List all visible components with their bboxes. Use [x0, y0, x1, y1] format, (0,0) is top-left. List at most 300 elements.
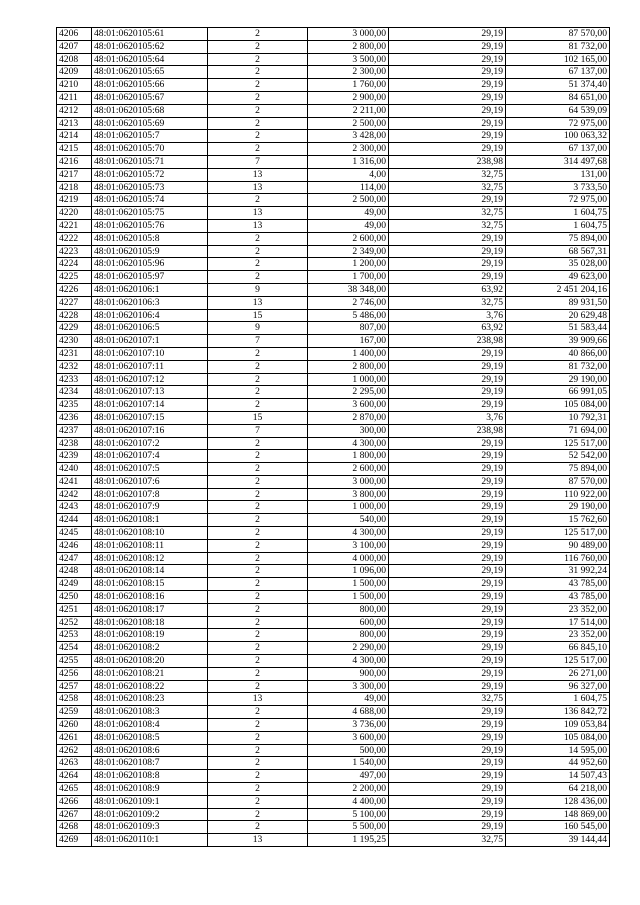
row-number-cell: 4244 [57, 514, 92, 527]
area-cell: 3 800,00 [308, 488, 389, 501]
value-cell: 102 165,00 [506, 53, 610, 66]
rate-cell: 29,19 [389, 578, 506, 591]
row-number-cell: 4250 [57, 591, 92, 604]
table-row [57, 603, 610, 616]
area-cell: 49,00 [308, 693, 389, 706]
rate-cell: 29,19 [389, 232, 506, 245]
cadastral-number-cell: 48:01:0620109:1 [92, 795, 208, 808]
rate-cell: 29,19 [389, 629, 506, 642]
cadastral-number-cell: 48:01:0620105:66 [92, 79, 208, 92]
cadastral-number-cell: 48:01:0620108:20 [92, 655, 208, 668]
rate-cell: 29,19 [389, 783, 506, 796]
category-cell: 13 [208, 207, 308, 220]
rate-cell: 29,19 [389, 591, 506, 604]
category-cell: 2 [208, 821, 308, 834]
category-cell: 2 [208, 232, 308, 245]
category-cell: 2 [208, 399, 308, 412]
category-cell: 2 [208, 475, 308, 488]
table-row [57, 258, 610, 271]
cadastral-number-cell: 48:01:0620108:2 [92, 642, 208, 655]
area-cell: 1 200,00 [308, 258, 389, 271]
area-cell: 900,00 [308, 667, 389, 680]
row-number-cell: 4258 [57, 693, 92, 706]
area-cell: 49,00 [308, 219, 389, 232]
cadastral-number-cell: 48:01:0620106:5 [92, 322, 208, 335]
category-cell: 2 [208, 591, 308, 604]
area-cell: 2 290,00 [308, 642, 389, 655]
value-cell: 71 694,00 [506, 424, 610, 437]
value-cell: 64 218,00 [506, 783, 610, 796]
category-cell: 2 [208, 91, 308, 104]
area-cell: 3 600,00 [308, 399, 389, 412]
cadastral-number-cell: 48:01:0620108:23 [92, 693, 208, 706]
cadastral-number-cell: 48:01:0620106:3 [92, 296, 208, 309]
rate-cell: 29,19 [389, 527, 506, 540]
cadastral-number-cell: 48:01:0620108:7 [92, 757, 208, 770]
category-cell: 2 [208, 527, 308, 540]
row-number-cell: 4253 [57, 629, 92, 642]
table-row [57, 168, 610, 181]
row-number-cell: 4252 [57, 616, 92, 629]
value-cell: 128 436,00 [506, 795, 610, 808]
rate-cell: 29,19 [389, 437, 506, 450]
area-cell: 4 300,00 [308, 527, 389, 540]
table-row [57, 386, 610, 399]
cadastral-number-cell: 48:01:0620108:22 [92, 680, 208, 693]
table-row [57, 181, 610, 194]
row-number-cell: 4259 [57, 706, 92, 719]
table-row [57, 424, 610, 437]
table-row [57, 757, 610, 770]
table-row [57, 578, 610, 591]
category-cell: 2 [208, 40, 308, 53]
row-number-cell: 4236 [57, 411, 92, 424]
rate-cell: 29,19 [389, 130, 506, 143]
cadastral-number-cell: 48:01:0620107:2 [92, 437, 208, 450]
row-number-cell: 4212 [57, 104, 92, 117]
area-cell: 1 400,00 [308, 347, 389, 360]
value-cell: 1 604,75 [506, 207, 610, 220]
row-number-cell: 4245 [57, 527, 92, 540]
cadastral-number-cell: 48:01:0620105:96 [92, 258, 208, 271]
rate-cell: 29,19 [389, 719, 506, 732]
area-cell: 3 100,00 [308, 539, 389, 552]
row-number-cell: 4213 [57, 117, 92, 130]
value-cell: 84 651,00 [506, 91, 610, 104]
cadastral-number-cell: 48:01:0620107:15 [92, 411, 208, 424]
category-cell: 2 [208, 28, 308, 41]
category-cell: 9 [208, 322, 308, 335]
cadastral-number-cell: 48:01:0620105:61 [92, 28, 208, 41]
category-cell: 2 [208, 488, 308, 501]
category-cell: 2 [208, 616, 308, 629]
rate-cell: 32,75 [389, 168, 506, 181]
category-cell: 15 [208, 309, 308, 322]
rate-cell: 63,92 [389, 283, 506, 296]
category-cell: 2 [208, 130, 308, 143]
table-row [57, 194, 610, 207]
rate-cell: 29,19 [389, 271, 506, 284]
category-cell: 7 [208, 424, 308, 437]
rate-cell: 29,19 [389, 450, 506, 463]
value-cell: 29 190,00 [506, 501, 610, 514]
value-cell: 109 053,84 [506, 719, 610, 732]
category-cell: 13 [208, 219, 308, 232]
row-number-cell: 4256 [57, 667, 92, 680]
category-cell: 2 [208, 719, 308, 732]
category-cell: 2 [208, 117, 308, 130]
row-number-cell: 4264 [57, 770, 92, 783]
rate-cell: 32,75 [389, 834, 506, 847]
row-number-cell: 4260 [57, 719, 92, 732]
table-row [57, 130, 610, 143]
category-cell: 2 [208, 578, 308, 591]
cadastral-number-cell: 48:01:0620110:1 [92, 834, 208, 847]
rate-cell: 29,19 [389, 117, 506, 130]
area-cell: 540,00 [308, 514, 389, 527]
rate-cell: 29,19 [389, 463, 506, 476]
cadastral-number-cell: 48:01:0620107:1 [92, 335, 208, 348]
value-cell: 23 352,00 [506, 603, 610, 616]
table-row [57, 143, 610, 156]
area-cell: 1 700,00 [308, 271, 389, 284]
row-number-cell: 4229 [57, 322, 92, 335]
row-number-cell: 4254 [57, 642, 92, 655]
table-row [57, 731, 610, 744]
category-cell: 2 [208, 680, 308, 693]
cadastral-number-cell: 48:01:0620107:4 [92, 450, 208, 463]
value-cell: 67 137,00 [506, 66, 610, 79]
cadastral-number-cell: 48:01:0620108:14 [92, 565, 208, 578]
rate-cell: 29,19 [389, 744, 506, 757]
cadastral-number-cell: 48:01:0620108:6 [92, 744, 208, 757]
area-cell: 3 736,00 [308, 719, 389, 732]
area-cell: 807,00 [308, 322, 389, 335]
rate-cell: 29,19 [389, 143, 506, 156]
rate-cell: 29,19 [389, 373, 506, 386]
rate-cell: 29,19 [389, 245, 506, 258]
table-row [57, 232, 610, 245]
area-cell: 2 211,00 [308, 104, 389, 117]
table-row [57, 552, 610, 565]
category-cell: 2 [208, 565, 308, 578]
value-cell: 40 866,00 [506, 347, 610, 360]
area-cell: 2 349,00 [308, 245, 389, 258]
cadastral-number-cell: 48:01:0620108:11 [92, 539, 208, 552]
value-cell: 67 137,00 [506, 143, 610, 156]
row-number-cell: 4208 [57, 53, 92, 66]
rate-cell: 29,19 [389, 399, 506, 412]
area-cell: 5 100,00 [308, 808, 389, 821]
row-number-cell: 4249 [57, 578, 92, 591]
row-number-cell: 4241 [57, 475, 92, 488]
area-cell: 1 500,00 [308, 578, 389, 591]
value-cell: 87 570,00 [506, 28, 610, 41]
area-cell: 1 195,25 [308, 834, 389, 847]
rate-cell: 29,19 [389, 539, 506, 552]
area-cell: 800,00 [308, 629, 389, 642]
area-cell: 1 316,00 [308, 155, 389, 168]
row-number-cell: 4234 [57, 386, 92, 399]
table-row [57, 680, 610, 693]
cadastral-number-cell: 48:01:0620105:68 [92, 104, 208, 117]
value-cell: 116 760,00 [506, 552, 610, 565]
table-row [57, 629, 610, 642]
row-number-cell: 4251 [57, 603, 92, 616]
table-row [57, 655, 610, 668]
row-number-cell: 4246 [57, 539, 92, 552]
cadastral-number-cell: 48:01:0620105:8 [92, 232, 208, 245]
row-number-cell: 4206 [57, 28, 92, 41]
value-cell: 90 489,00 [506, 539, 610, 552]
area-cell: 3 000,00 [308, 28, 389, 41]
area-cell: 2 800,00 [308, 40, 389, 53]
cadastral-number-cell: 48:01:0620105:9 [92, 245, 208, 258]
category-cell: 2 [208, 271, 308, 284]
rate-cell: 29,19 [389, 66, 506, 79]
rate-cell: 29,19 [389, 347, 506, 360]
area-cell: 2 900,00 [308, 91, 389, 104]
rate-cell: 29,19 [389, 821, 506, 834]
value-cell: 2 451 204,16 [506, 283, 610, 296]
rate-cell: 29,19 [389, 655, 506, 668]
rate-cell: 32,75 [389, 693, 506, 706]
cadastral-number-cell: 48:01:0620105:67 [92, 91, 208, 104]
category-cell: 2 [208, 731, 308, 744]
value-cell: 1 604,75 [506, 693, 610, 706]
area-cell: 5 486,00 [308, 309, 389, 322]
category-cell: 2 [208, 655, 308, 668]
value-cell: 29 190,00 [506, 373, 610, 386]
category-cell: 2 [208, 258, 308, 271]
value-cell: 89 931,50 [506, 296, 610, 309]
value-cell: 44 952,60 [506, 757, 610, 770]
category-cell: 2 [208, 450, 308, 463]
rate-cell: 29,19 [389, 40, 506, 53]
cadastral-number-cell: 48:01:0620105:7 [92, 130, 208, 143]
row-number-cell: 4233 [57, 373, 92, 386]
value-cell: 10 792,31 [506, 411, 610, 424]
rate-cell: 29,19 [389, 28, 506, 41]
cadastral-number-cell: 48:01:0620105:75 [92, 207, 208, 220]
row-number-cell: 4214 [57, 130, 92, 143]
row-number-cell: 4266 [57, 795, 92, 808]
table-row [57, 770, 610, 783]
category-cell: 2 [208, 53, 308, 66]
table-row [57, 296, 610, 309]
area-cell: 1 500,00 [308, 591, 389, 604]
table-row [57, 104, 610, 117]
value-cell: 51 583,44 [506, 322, 610, 335]
row-number-cell: 4265 [57, 783, 92, 796]
row-number-cell: 4228 [57, 309, 92, 322]
value-cell: 15 762,60 [506, 514, 610, 527]
area-cell: 1 540,00 [308, 757, 389, 770]
cadastral-number-cell: 48:01:0620108:21 [92, 667, 208, 680]
value-cell: 26 271,00 [506, 667, 610, 680]
rate-cell: 29,19 [389, 104, 506, 117]
area-cell: 600,00 [308, 616, 389, 629]
value-cell: 14 595,00 [506, 744, 610, 757]
value-cell: 35 028,00 [506, 258, 610, 271]
table-row [57, 719, 610, 732]
rate-cell: 29,19 [389, 501, 506, 514]
cadastral-number-cell: 48:01:0620107:6 [92, 475, 208, 488]
rate-cell: 29,19 [389, 258, 506, 271]
category-cell: 2 [208, 66, 308, 79]
row-number-cell: 4231 [57, 347, 92, 360]
cadastral-number-cell: 48:01:0620105:74 [92, 194, 208, 207]
rate-cell: 29,19 [389, 680, 506, 693]
area-cell: 2 500,00 [308, 117, 389, 130]
cadastral-number-cell: 48:01:0620108:12 [92, 552, 208, 565]
row-number-cell: 4221 [57, 219, 92, 232]
value-cell: 125 517,00 [506, 437, 610, 450]
value-cell: 66 845,10 [506, 642, 610, 655]
value-cell: 66 991,05 [506, 386, 610, 399]
table-row [57, 667, 610, 680]
cadastral-number-cell: 48:01:0620107:16 [92, 424, 208, 437]
row-number-cell: 4242 [57, 488, 92, 501]
area-cell: 4,00 [308, 168, 389, 181]
cadastral-number-cell: 48:01:0620108:19 [92, 629, 208, 642]
table-row [57, 475, 610, 488]
area-cell: 2 746,00 [308, 296, 389, 309]
row-number-cell: 4209 [57, 66, 92, 79]
rate-cell: 32,75 [389, 181, 506, 194]
row-number-cell: 4243 [57, 501, 92, 514]
table-row [57, 360, 610, 373]
area-cell: 1 800,00 [308, 450, 389, 463]
area-cell: 2 300,00 [308, 143, 389, 156]
row-number-cell: 4269 [57, 834, 92, 847]
row-number-cell: 4219 [57, 194, 92, 207]
cadastral-number-cell: 48:01:0620108:8 [92, 770, 208, 783]
value-cell: 87 570,00 [506, 475, 610, 488]
value-cell: 136 842,72 [506, 706, 610, 719]
area-cell: 800,00 [308, 603, 389, 616]
category-cell: 13 [208, 834, 308, 847]
value-cell: 110 922,00 [506, 488, 610, 501]
table-row [57, 834, 610, 847]
area-cell: 114,00 [308, 181, 389, 194]
table-row [57, 322, 610, 335]
cadastral-number-cell: 48:01:0620108:17 [92, 603, 208, 616]
value-cell: 51 374,40 [506, 79, 610, 92]
area-cell: 2 870,00 [308, 411, 389, 424]
rate-cell: 29,19 [389, 770, 506, 783]
cadastral-number-cell: 48:01:0620106:1 [92, 283, 208, 296]
row-number-cell: 4218 [57, 181, 92, 194]
row-number-cell: 4215 [57, 143, 92, 156]
rate-cell: 29,19 [389, 565, 506, 578]
rate-cell: 238,98 [389, 155, 506, 168]
value-cell: 100 063,32 [506, 130, 610, 143]
cadastral-number-cell: 48:01:0620109:2 [92, 808, 208, 821]
area-cell: 1 096,00 [308, 565, 389, 578]
category-cell: 2 [208, 104, 308, 117]
area-cell: 38 348,00 [308, 283, 389, 296]
row-number-cell: 4224 [57, 258, 92, 271]
value-cell: 20 629,48 [506, 309, 610, 322]
category-cell: 2 [208, 373, 308, 386]
category-cell: 2 [208, 143, 308, 156]
cadastral-number-cell: 48:01:0620108:4 [92, 719, 208, 732]
table-row [57, 706, 610, 719]
table-row [57, 66, 610, 79]
table-row [57, 783, 610, 796]
cadastral-number-cell: 48:01:0620107:10 [92, 347, 208, 360]
table-row [57, 309, 610, 322]
table-row [57, 437, 610, 450]
value-cell: 105 084,00 [506, 731, 610, 744]
area-cell: 4 300,00 [308, 655, 389, 668]
value-cell: 49 623,00 [506, 271, 610, 284]
row-number-cell: 4216 [57, 155, 92, 168]
cadastral-number-cell: 48:01:0620105:97 [92, 271, 208, 284]
table-row [57, 207, 610, 220]
table-row [57, 399, 610, 412]
cadastral-number-cell: 48:01:0620107:12 [92, 373, 208, 386]
table-row [57, 642, 610, 655]
rate-cell: 29,19 [389, 475, 506, 488]
rate-cell: 29,19 [389, 194, 506, 207]
value-cell: 23 352,00 [506, 629, 610, 642]
area-cell: 2 600,00 [308, 232, 389, 245]
value-cell: 39 144,44 [506, 834, 610, 847]
cadastral-number-cell: 48:01:0620108:5 [92, 731, 208, 744]
cadastral-number-cell: 48:01:0620107:5 [92, 463, 208, 476]
area-cell: 4 400,00 [308, 795, 389, 808]
category-cell: 2 [208, 706, 308, 719]
value-cell: 1 604,75 [506, 219, 610, 232]
row-number-cell: 4237 [57, 424, 92, 437]
table-row [57, 450, 610, 463]
rate-cell: 29,19 [389, 642, 506, 655]
value-cell: 64 539,09 [506, 104, 610, 117]
value-cell: 75 894,00 [506, 463, 610, 476]
row-number-cell: 4257 [57, 680, 92, 693]
area-cell: 2 295,00 [308, 386, 389, 399]
row-number-cell: 4222 [57, 232, 92, 245]
rate-cell: 3,76 [389, 309, 506, 322]
rate-cell: 238,98 [389, 335, 506, 348]
rate-cell: 29,19 [389, 79, 506, 92]
rate-cell: 29,19 [389, 808, 506, 821]
rate-cell: 29,19 [389, 552, 506, 565]
row-number-cell: 4247 [57, 552, 92, 565]
cadastral-number-cell: 48:01:0620105:65 [92, 66, 208, 79]
cadastral-number-cell: 48:01:0620105:76 [92, 219, 208, 232]
table-row [57, 795, 610, 808]
cadastral-number-cell: 48:01:0620108:18 [92, 616, 208, 629]
row-number-cell: 4207 [57, 40, 92, 53]
table-body [57, 28, 610, 847]
cadastral-value-table [56, 27, 610, 847]
rate-cell: 29,19 [389, 386, 506, 399]
cadastral-number-cell: 48:01:0620105:71 [92, 155, 208, 168]
rate-cell: 29,19 [389, 514, 506, 527]
table-row [57, 463, 610, 476]
value-cell: 160 545,00 [506, 821, 610, 834]
category-cell: 2 [208, 245, 308, 258]
row-number-cell: 4211 [57, 91, 92, 104]
row-number-cell: 4261 [57, 731, 92, 744]
value-cell: 148 869,00 [506, 808, 610, 821]
area-cell: 3 428,00 [308, 130, 389, 143]
row-number-cell: 4220 [57, 207, 92, 220]
category-cell: 2 [208, 795, 308, 808]
